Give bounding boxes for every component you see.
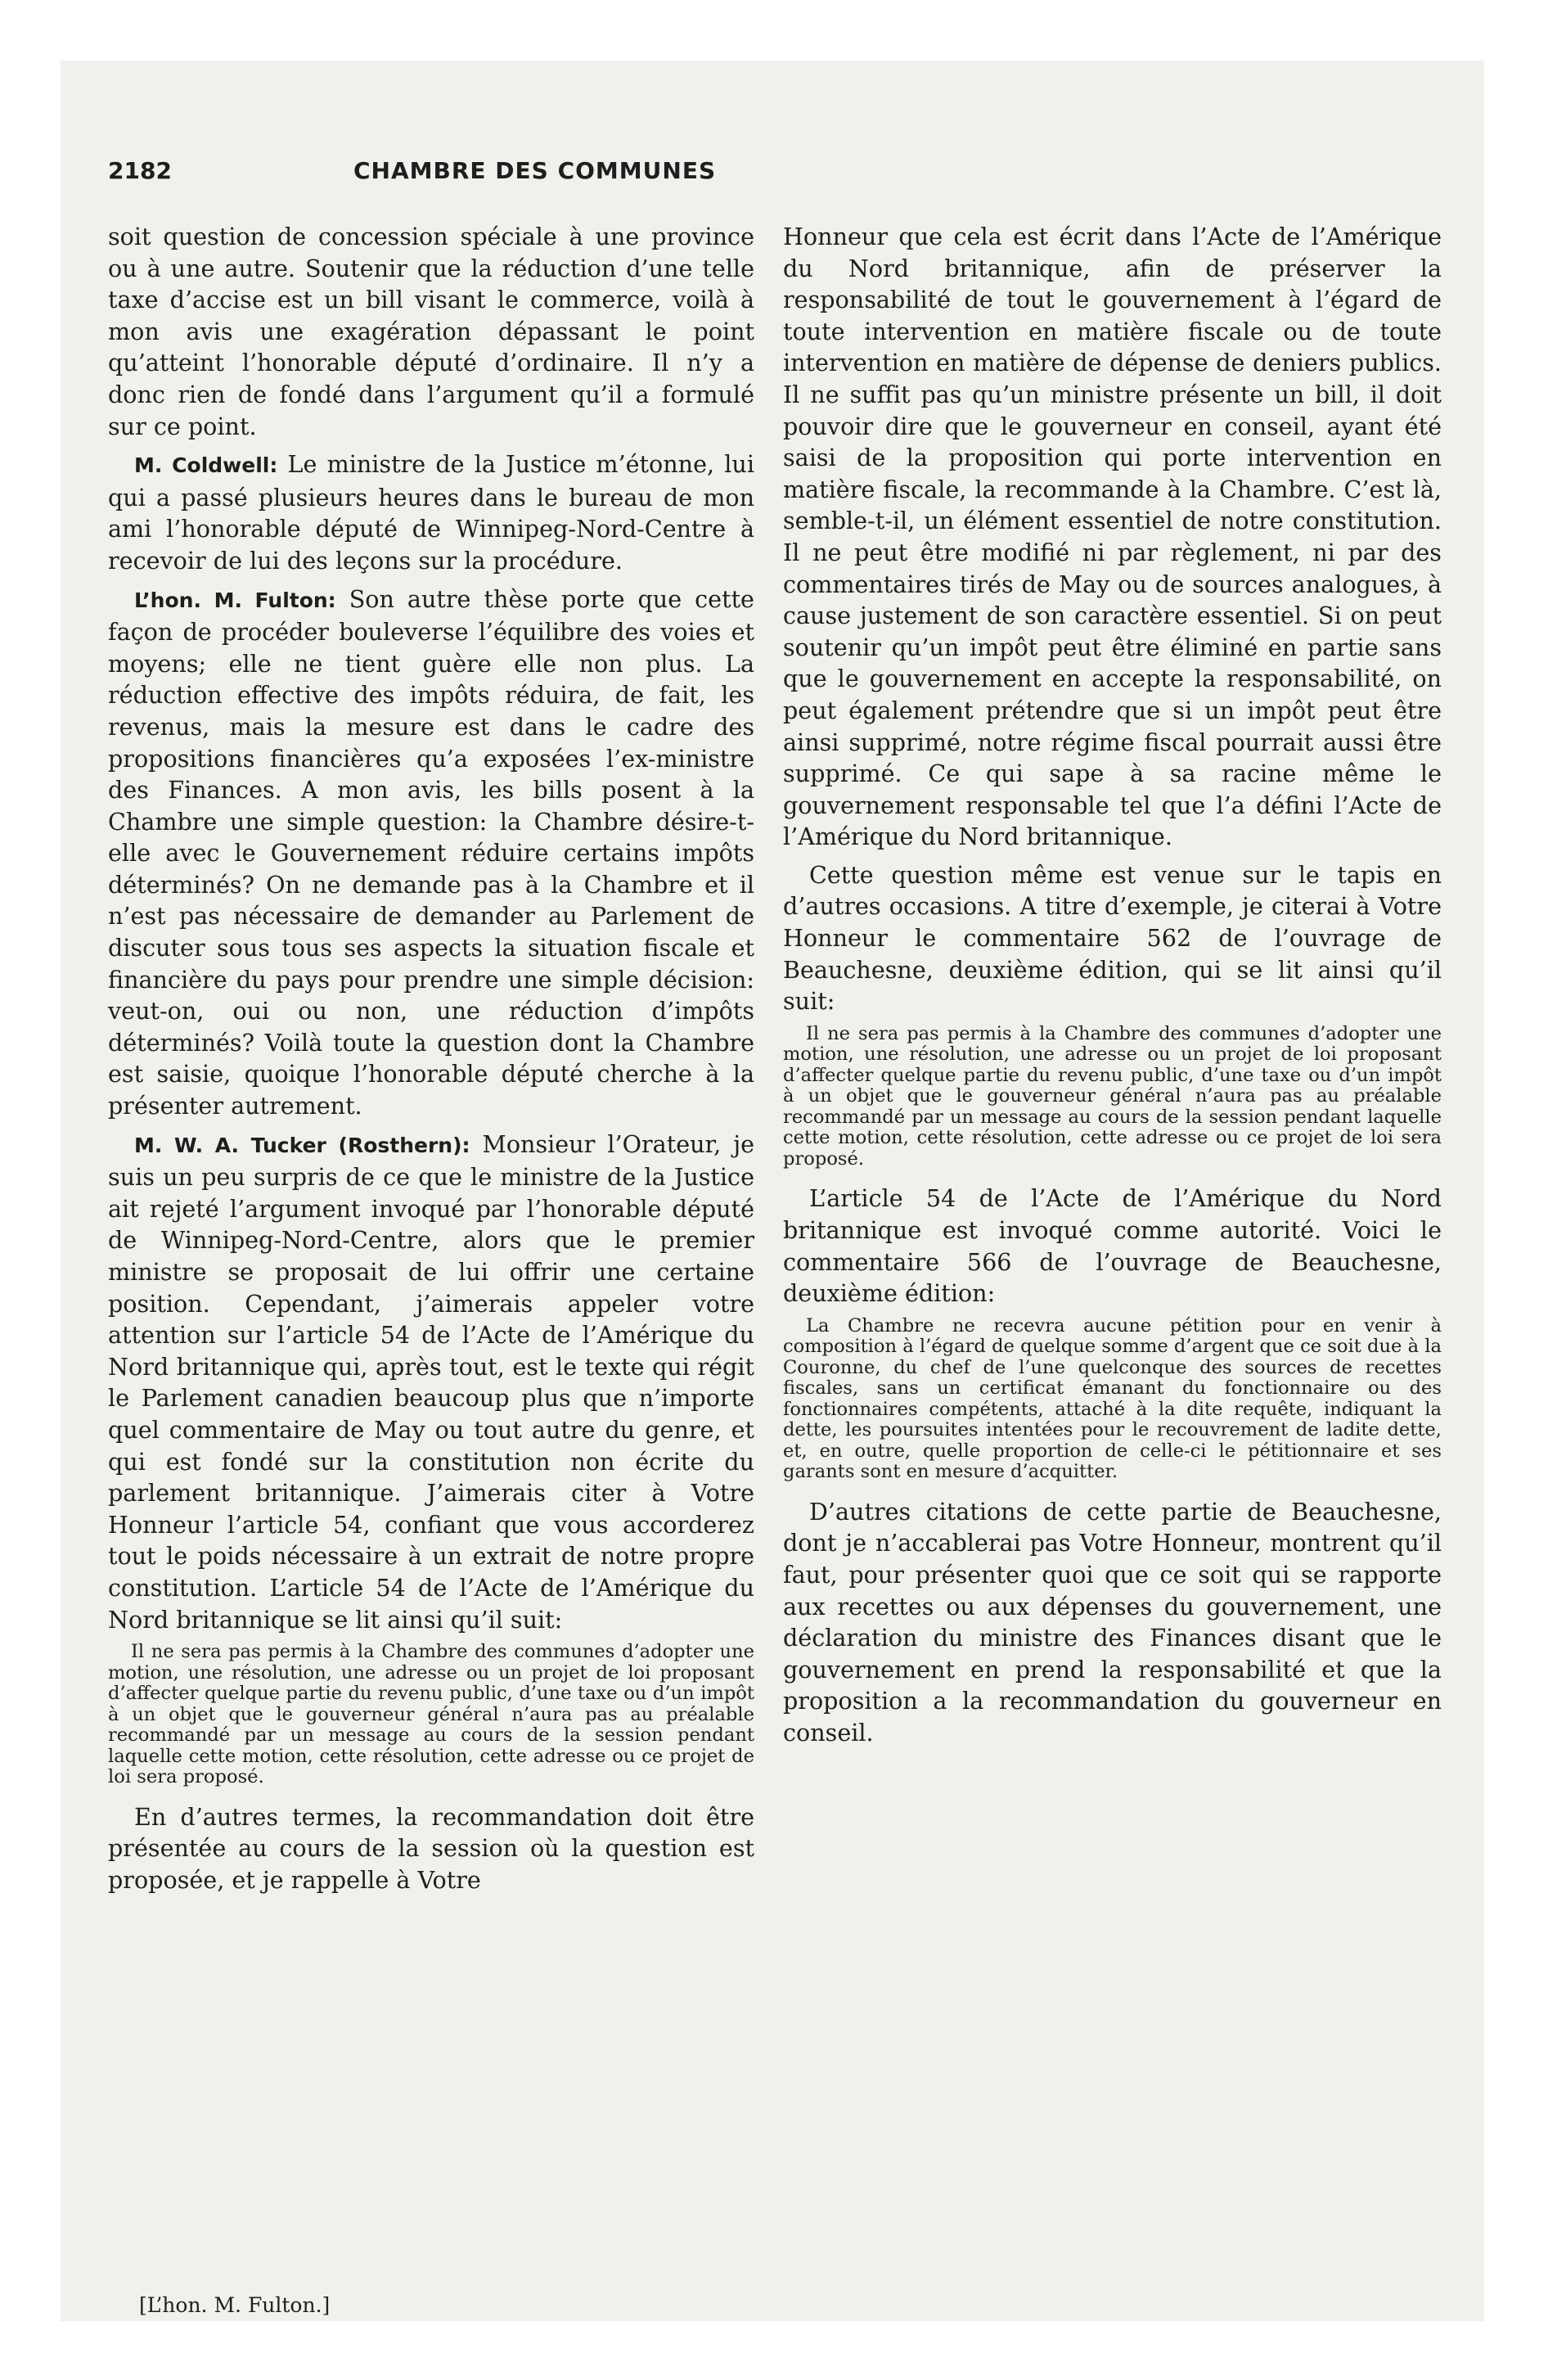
speech-paragraph (108, 449, 754, 576)
page-number: 2182 (108, 157, 172, 184)
paragraph: Cette question même est venue sur le tapis en d’autres occasions. A titre d’exemple, je citerai à Votre Honneur le commentaire 562 de l’ouvrage de Beauchesne, deuxième édition, qui se lit ainsi qu’il suit: (783, 860, 1442, 1016)
paragraph: L’article 54 de l’Acte de l’Amérique du Nord britannique est invoqué comme autorité. Voici le commentaire 566 de l’ouvrage de Beauchesne, deuxième édition: (783, 1184, 1442, 1308)
block-quote: Il ne sera pas permis à la Chambre des communes d’adopter une motion, une résolution, une adresse ou un projet de loi proposant d’affecter quelque partie du revenu public, d’une taxe ou d’un impôt à un objet que le gouverneur général n’aura pas au préalable recommandé par un message au cours de la session pendant laquelle cette motion, cette résolution, cette adresse ou ce projet de loi sera proposé. (783, 1022, 1442, 1170)
speaker-name: M. Coldwell: (134, 453, 278, 478)
running-head: CHAMBRE DES COMMUNES (353, 157, 717, 184)
block-quote: La Chambre ne recevra aucune pétition pour en venir à composition à l’égard de quelque somme d’argent que ce soit due à la Couronne, du chef de l’une quelconque des sources de recettes fiscales, sans un certificat émanant du fonctionnaire ou des fonctionnaires compétents, attaché à la dite requête, indiquant la dette, les poursuites intentées pour le recouvrement de ladite dette, et, en outre, quelle proportion de celle-ci le pétitionnaire et ses garants sont en mesure d’acquitter. (783, 1314, 1442, 1483)
paragraph: En d’autres termes, la recommandation doit être présentée au cours de la session où la question est proposée, et je rappelle à Votre (108, 1802, 754, 1894)
speaker-name: M. W. A. Tucker (Rosthern): (134, 1133, 470, 1157)
speaker-footer-note: [L’hon. M. Fulton.] (139, 2293, 331, 2317)
paragraph: Honneur que cela est écrit dans l’Acte de l’Amérique du Nord britannique, afin de préserver la responsabilité de tout le gouvernement à l’égard de toute intervention en matière fiscale ou de toute intervention en matière de dépense de deniers publics. Il ne suffit pas qu’un ministre présente un bill, il doit pouvoir dire que le gouverneur en conseil, ayant été saisi de la proposition qui porte intervention en matière fiscale, la recommande à la Chambre. C’est là, semble-t-il, un élément essentiel de notre constitution. Il ne peut être modifié ni par règlement, ni par des commentaires tirés de May ou de sources analogues, à cause justement de son caractère essentiel. Si on peut soutenir qu’un impôt peut être éliminé en partie sans que le gouvernement en accepte la responsabilité, on peut également prétendre que si un impôt peut être ainsi supprimé, notre régime fiscal pourrait aussi être supprimé. Ce qui sape à sa racine même le gouvernement responsable tel que l’a défini l’Acte de l’Amérique du Nord britannique. (783, 223, 1442, 851)
paragraph: D’autres citations de cette partie de Beauchesne, dont je n’accablerai pas Votre Honneur, montrent qu’il faut, pour présenter quoi que ce soit qui se rapporte aux recettes ou aux dépenses du gouvernement, une déclaration du ministre des Finances disant que le gouvernement en prend la responsabilité et que la proposition a la recommandation du gouverneur en conseil. (783, 1497, 1442, 1747)
speech-paragraph (108, 1129, 754, 1636)
speech-text: Monsieur l’Orateur, je suis un peu surpris de ce que le ministre de la Justice ait rejeté l’argument invoqué par l’honorable député de Winnipeg-Nord-Centre, alors que le premier ministre se proposait de lui offrir une certaine position. Cependant, j’aimerais appeler votre attention sur l’article 54 de l’Acte de l’Amérique du Nord britannique qui, après tout, est le texte qui régit le Parlement canadien beaucoup plus que n’importe quel commentaire de May ou tout autre du genre, et qui est fondé sur la constitution non écrite du parlement britannique. J’aimerais citer à Votre Honneur l’article 54, confiant que vous accorderez tout le poids nécessaire à un extrait de notre propre constitution. L’article 54 de l’Acte de l’Amérique du Nord britannique se lit ainsi qu’il suit: (108, 1129, 755, 1634)
speaker-name: L’hon. M. Fulton: (134, 588, 336, 612)
speech-paragraph (108, 584, 754, 1122)
left-column (108, 221, 754, 1902)
speech-text: Son autre thèse porte que cette façon de procéder bouleverse l’équilibre des voies et moyens; elle ne tient guère elle non plus. La réduction effective des impôts réduira, de fait, les revenus, mais la mesure est dans le cadre des propositions financières qu’a exposées l’ex-ministre des Finances. A mon avis, les bills posent à la Chambre une simple question: la Chambre désire-t-elle avec le Gouvernement réduire certains impôts déterminés? On ne demande pas à la Chambre et il n’est pas nécessaire de demander au Parlement de discuter sous tous ses aspects la situation fiscale et financière du pays pour prendre une simple décision: veut-on, oui ou non, une réduction d’impôts déterminés? Voilà toute la question dont la Chambre est saisie, quoique l’honorable député cherche à la présenter autrement. (108, 584, 754, 1120)
right-column (783, 221, 1442, 1755)
page-header (108, 157, 986, 192)
paragraph: soit question de concession spéciale à une province ou à une autre. Soutenir que la réduction d’une telle taxe d’accise est un bill visant le commerce, voilà à mon avis une exagération dépassant le point qu’atteint l’honorable député d’ordinaire. Il n’y a donc rien de fondé dans l’argument qu’il a formulé sur ce point. (108, 223, 754, 440)
speech-text: Le ministre de la Justice m’étonne, lui qui a passé plusieurs heures dans le bureau de mon ami l’honorable député de Winnipeg-Nord-Centre à recevoir de lui des leçons sur la procédure. (108, 450, 754, 575)
block-quote: Il ne sera pas permis à la Chambre des communes d’adopter une motion, une résolution, une adresse ou un projet de loi proposant d’affecter quelque partie du revenu public, d’une taxe ou d’un impôt à un objet que le gouverneur général n’aura pas au préalable recommandé par un message au cours de la session pendant laquelle cette motion, cette résolution, cette adresse ou ce projet de loi sera proposé. (108, 1641, 754, 1788)
